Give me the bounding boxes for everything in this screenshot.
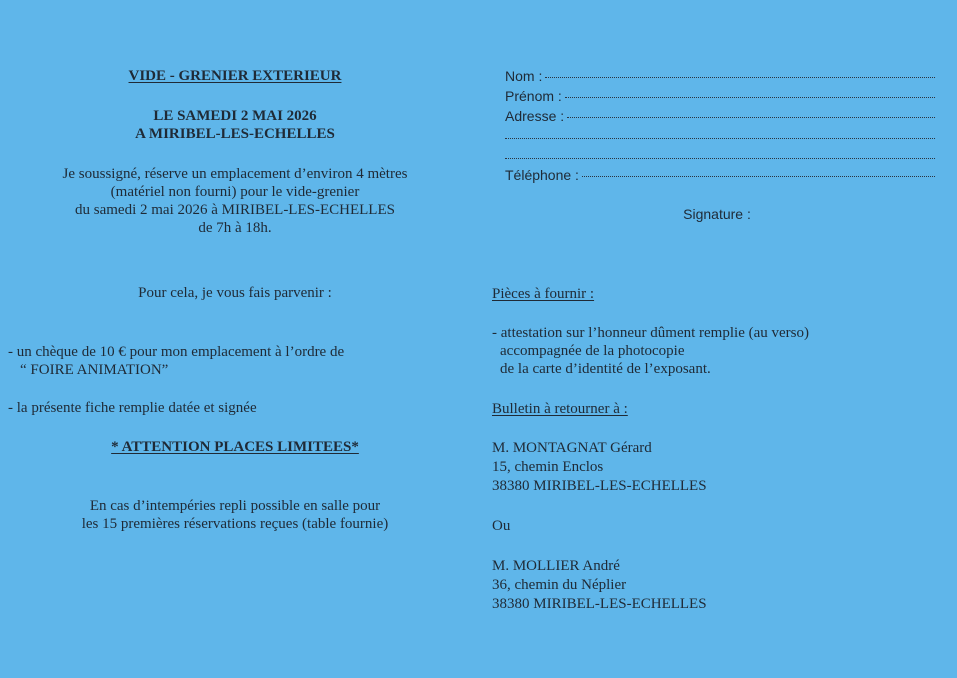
contact2-street: 36, chemin du Néplier [492,577,627,593]
intro-line: du samedi 2 mai 2026 à MIRIBEL-LES-ECHELLES [75,202,395,218]
intro-line: (matériel non fourni) pour le vide-grenier [110,184,360,200]
cheque-payee: “ FOIRE ANIMATION” [20,362,169,378]
intro-line: de 7h à 18h. [198,220,272,236]
retour-heading: Bulletin à retourner à : [492,401,628,417]
contact2-name: M. MOLLIER André [492,558,620,574]
send-line: Pour cela, je vous fais parvenir : [138,285,332,301]
weather-line: En cas d’intempéries repli possible en salle pour [89,498,381,514]
weather-line: les 15 premières réservations reçues (table fournie) [81,516,389,532]
cheque-item: - un chèque de 10 € pour mon emplacement à l’ordre de [8,344,345,360]
right-column [492,0,942,678]
or-separator: Ou [492,518,511,534]
prenom-field[interactable] [505,87,935,105]
contact1-street: 15, chemin Enclos [492,459,604,475]
document-title: VIDE - GRENIER EXTERIEUR [128,68,342,84]
telephone-label: Téléphone : [505,167,579,183]
pieces-line: de la carte d’identité de l’exposant. [500,361,711,377]
nom-label: Nom : [505,68,543,84]
contact1-name: M. MONTAGNAT Gérard [492,440,652,456]
event-place: A MIRIBEL-LES-ECHELLES [135,126,335,142]
pieces-line: accompagnée de la photocopie [500,343,685,359]
adresse-extra-line[interactable] [505,138,935,139]
prenom-label: Prénom : [505,88,562,104]
left-column [0,0,470,678]
pieces-heading: Pièces à fournir : [492,286,595,302]
prenom-dotted-line [565,97,935,98]
adresse-extra-line[interactable] [505,158,935,159]
pieces-line: - attestation sur l’honneur dûment remplie (au verso) [492,325,809,341]
signature-label: Signature : [683,206,751,222]
telephone-dotted-line [582,176,935,177]
intro-line: Je soussigné, réserve un emplacement d’environ 4 mètres [62,166,408,182]
adresse-dotted-line [567,117,935,118]
contact2-city: 38380 MIRIBEL-LES-ECHELLES [492,596,707,612]
adresse-field[interactable] [505,107,935,125]
attention-notice: * ATTENTION PLACES LIMITEES* [111,439,359,455]
event-date: LE SAMEDI 2 MAI 2026 [153,108,317,124]
contact1-city: 38380 MIRIBEL-LES-ECHELLES [492,478,707,494]
form-item: - la présente fiche remplie datée et signée [8,400,257,416]
nom-dotted-line [545,77,935,78]
telephone-field[interactable] [505,166,935,184]
nom-field[interactable] [505,67,935,85]
adresse-label: Adresse : [505,108,565,124]
